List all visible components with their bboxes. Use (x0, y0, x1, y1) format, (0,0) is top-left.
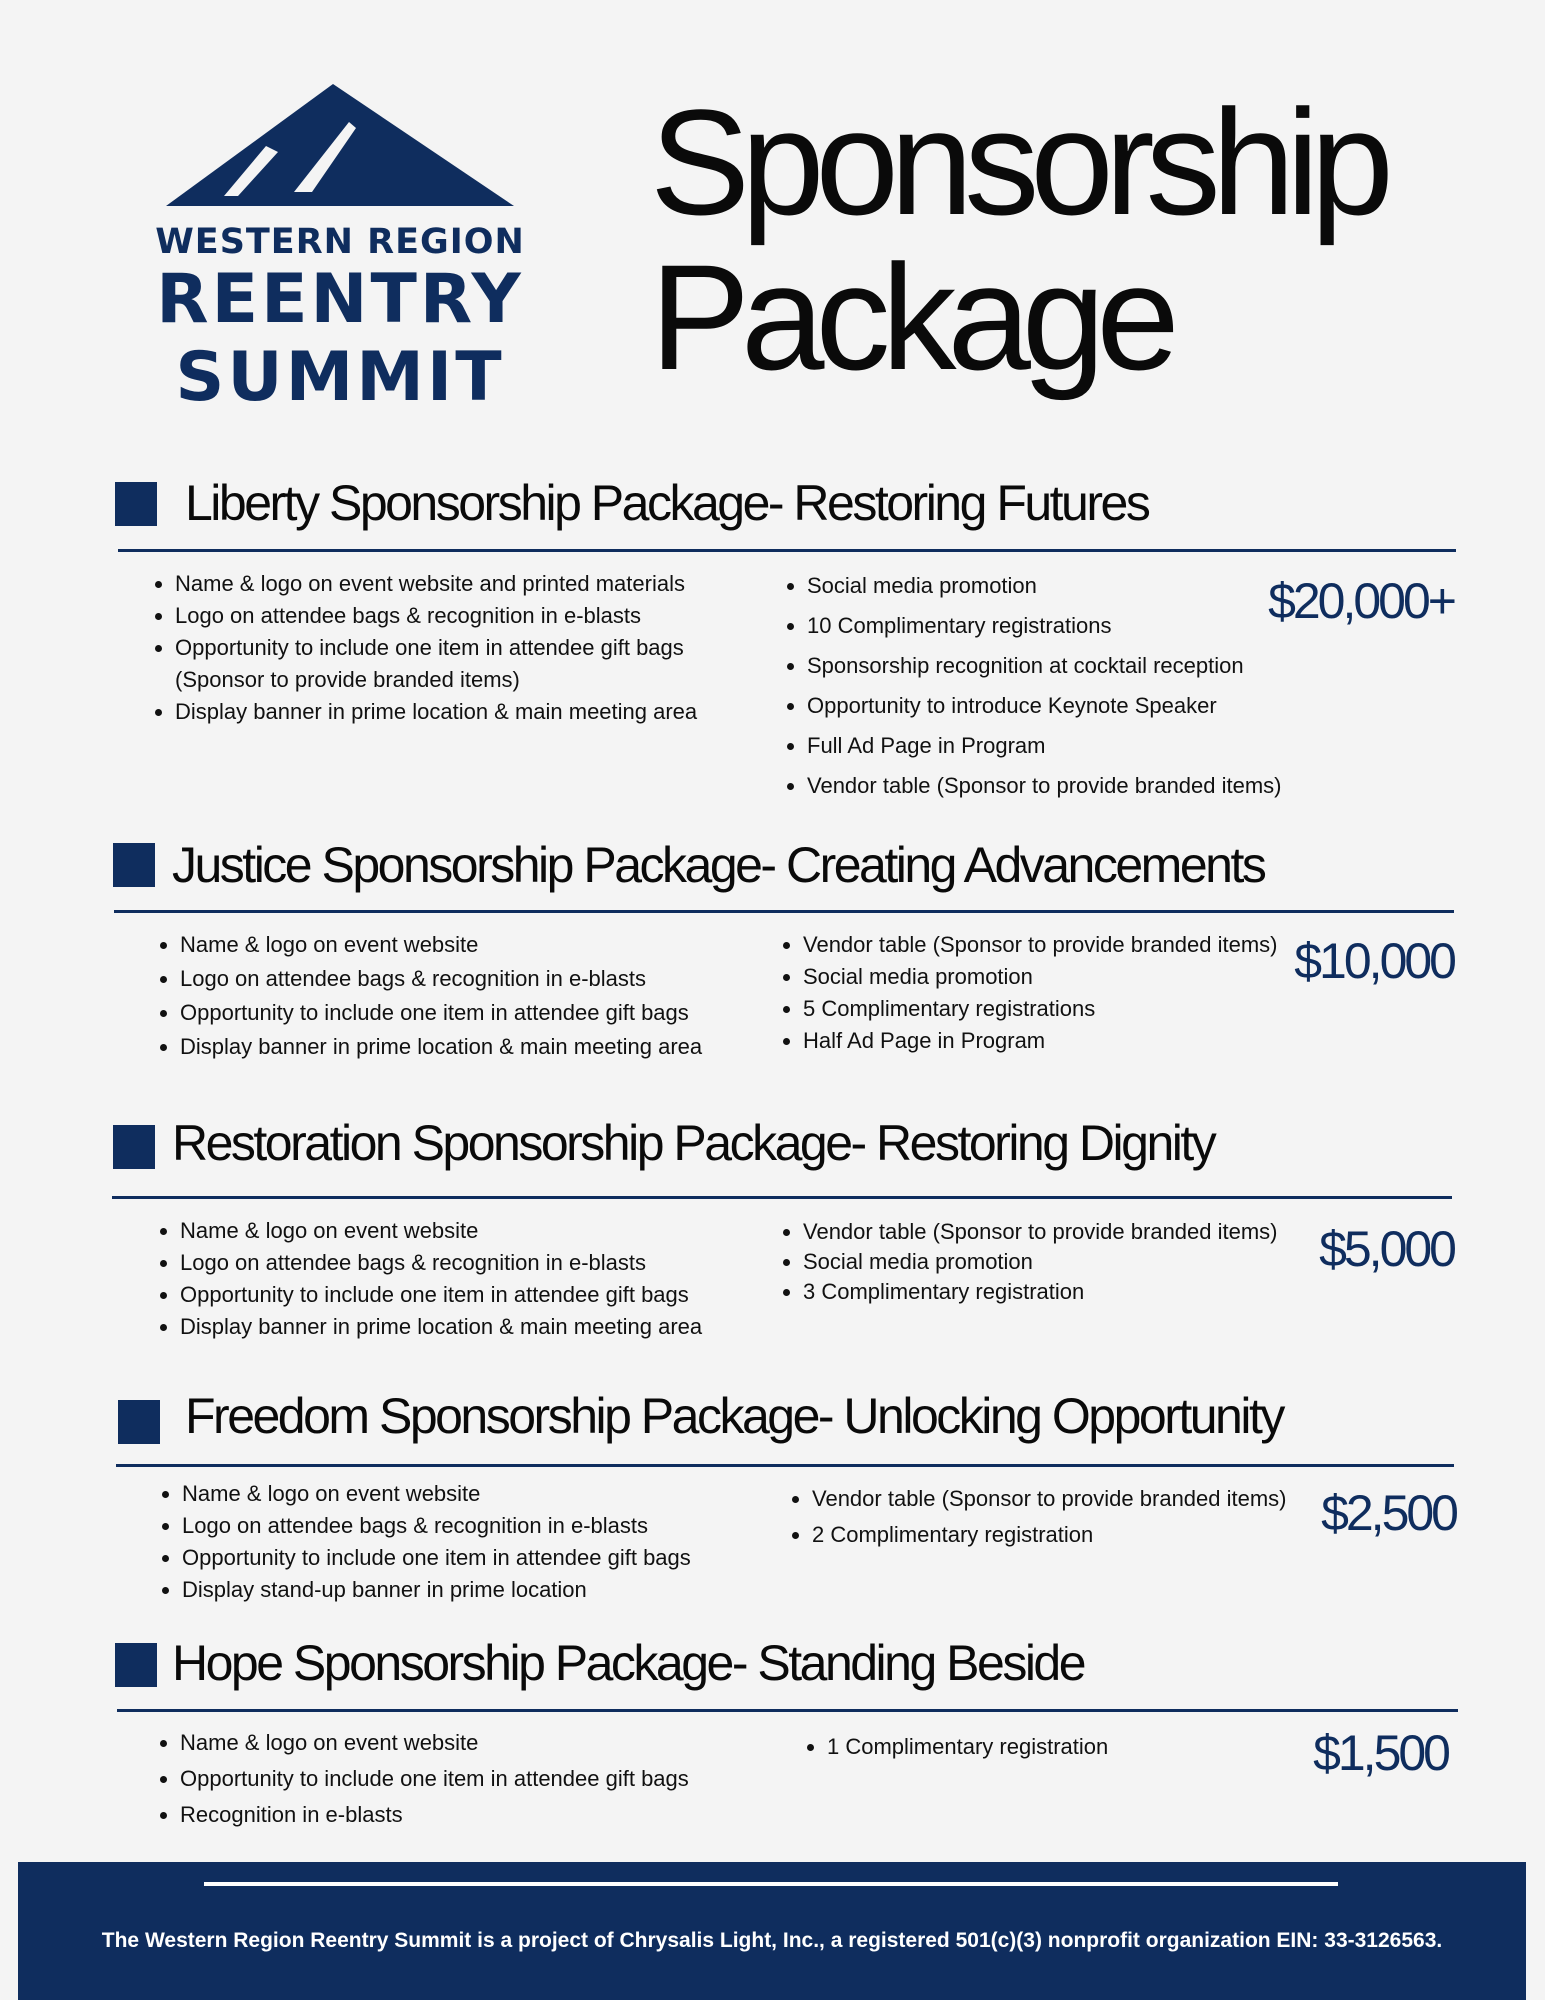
benefit-item: • Display banner in prime location & main meeting area (175, 696, 715, 728)
package-price: $1,500 (1313, 1725, 1448, 1781)
benefit-item: • Opportunity to include one item in attendee gift bags (180, 1279, 800, 1311)
benefit-item: • Logo on attendee bags & recognition in e-blasts (180, 1247, 800, 1279)
benefit-item: • Social media promotion (807, 566, 1427, 606)
benefit-item: • Name & logo on event website and printed materials (175, 568, 715, 600)
section-square-icon (115, 1643, 157, 1687)
package-title: Liberty Sponsorship Package- Restoring Futures (185, 475, 1149, 531)
benefit-item: • 1 Complimentary registration (827, 1729, 1277, 1765)
benefit-item: • Logo on attendee bags & recognition in e-blasts (180, 962, 800, 996)
section-divider (112, 1196, 1452, 1199)
benefit-item: • Social media promotion (803, 1247, 1303, 1277)
benefit-item: • Logo on attendee bags & recognition in e-blasts (182, 1510, 802, 1542)
benefit-item: • Name & logo on event website (180, 1215, 800, 1247)
benefits-left (152, 1478, 802, 1606)
mountain-icon (166, 84, 516, 214)
benefit-item: • 10 Complimentary registrations (807, 606, 1427, 646)
benefit-item: • Opportunity to include one item in attendee gift bags (180, 996, 800, 1030)
benefit-item: • Full Ad Page in Program (807, 726, 1427, 766)
section-square-icon (113, 843, 155, 887)
benefit-item: • Display stand-up banner in prime location (182, 1574, 802, 1606)
benefit-item: • Opportunity to include one item in attendee gift bags (180, 1761, 800, 1797)
benefits-right (782, 1481, 1312, 1553)
benefits-right (777, 566, 1427, 806)
benefit-item: • Opportunity to include one item in attendee gift bags (182, 1542, 802, 1574)
benefits-left (150, 1215, 800, 1343)
package-price: $10,000 (1294, 933, 1454, 989)
benefits-right (773, 929, 1303, 1057)
page-title-line-1: Sponsorship (650, 78, 1385, 246)
logo-line-3: SUMMIT (175, 338, 505, 417)
benefit-item: • Vendor table (Sponsor to provide branded items) (807, 766, 1427, 806)
benefit-item: • Sponsorship recognition at cocktail reception (807, 646, 1427, 686)
package-title: Justice Sponsorship Package- Creating Advancements (172, 837, 1265, 893)
footer-banner (18, 1862, 1526, 2000)
logo-line-1: WESTERN REGION (155, 222, 525, 262)
benefits-right (797, 1729, 1277, 1765)
package-title: Restoration Sponsorship Package- Restoring Dignity (172, 1115, 1215, 1171)
section-square-icon (113, 1125, 155, 1169)
benefit-item: • 5 Complimentary registrations (803, 993, 1303, 1025)
benefits-left (145, 568, 715, 728)
benefit-item: • Name & logo on event website (180, 1725, 800, 1761)
benefit-item: • Vendor table (Sponsor to provide branded items) (803, 1217, 1303, 1247)
package-title: Hope Sponsorship Package- Standing Beside (172, 1635, 1085, 1691)
benefits-left (150, 1725, 800, 1833)
section-square-icon (115, 482, 157, 526)
footer-divider (204, 1882, 1338, 1886)
benefit-item: • Opportunity to introduce Keynote Speaker (807, 686, 1427, 726)
page-title (650, 78, 1385, 401)
benefit-item: • Vendor table (Sponsor to provide branded items) (812, 1481, 1312, 1517)
benefit-item: • Recognition in e-blasts (180, 1797, 800, 1833)
summit-logo (150, 80, 530, 417)
package-price: $5,000 (1319, 1221, 1454, 1277)
package-price: $2,500 (1321, 1485, 1456, 1541)
benefit-item: • Opportunity to include one item in attendee gift bags (Sponsor to provide branded items) (175, 632, 715, 696)
section-divider (116, 1464, 1454, 1467)
footer-text: The Western Region Reentry Summit is a project of Chrysalis Light, Inc., a registered 501(c)(3) nonprofit organization EIN: 33-3126563. (101, 1929, 1443, 1952)
package-price: $20,000+ (1268, 573, 1454, 629)
logo-line-2: REENTRY (156, 260, 524, 339)
section-square-icon (118, 1400, 160, 1444)
benefit-item: • Display banner in prime location & main meeting area (180, 1030, 800, 1064)
page-title-line-2: Package (650, 233, 1171, 401)
section-divider (114, 910, 1454, 913)
benefit-item: • Name & logo on event website (180, 928, 800, 962)
benefit-item: • Display banner in prime location & main meeting area (180, 1311, 800, 1343)
section-divider (118, 549, 1456, 552)
benefits-right (773, 1217, 1303, 1307)
benefit-item: • 2 Complimentary registration (812, 1517, 1312, 1553)
benefit-item: • Social media promotion (803, 961, 1303, 993)
benefit-item: • Name & logo on event website (182, 1478, 802, 1510)
benefit-item: • Logo on attendee bags & recognition in e-blasts (175, 600, 715, 632)
section-divider (117, 1709, 1458, 1712)
benefit-item: • Half Ad Page in Program (803, 1025, 1303, 1057)
benefit-item: • 3 Complimentary registration (803, 1277, 1303, 1307)
benefits-left (150, 928, 800, 1064)
benefit-item: • Vendor table (Sponsor to provide branded items) (803, 929, 1303, 961)
package-title: Freedom Sponsorship Package- Unlocking Opportunity (185, 1388, 1283, 1444)
